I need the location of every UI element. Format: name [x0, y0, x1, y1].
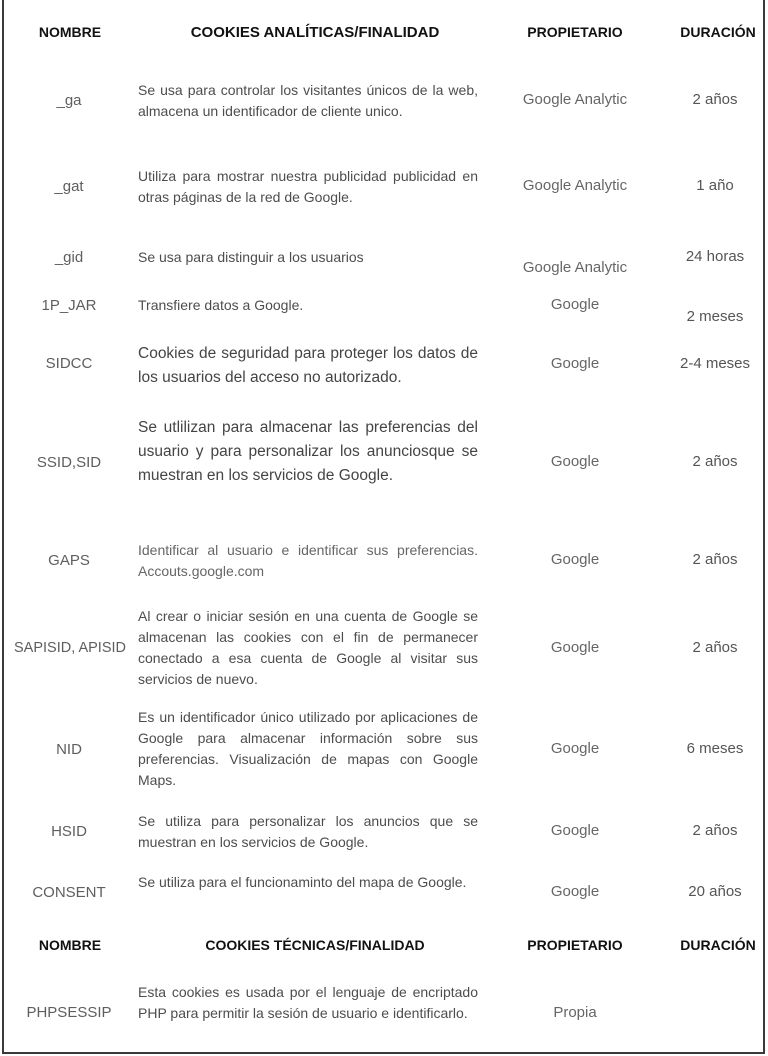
header-finalidad-tecnicas: COOKIES TÉCNICAS/FINALIDAD	[205, 937, 425, 953]
cookie-owner: Google	[550, 296, 600, 313]
cookie-duration: 6 meses	[686, 740, 744, 757]
cookie-name: PHPSESSIP	[26, 1004, 112, 1021]
cookie-duration: 2 años	[692, 91, 738, 108]
header-nombre-tecnicas: NOMBRE	[38, 937, 102, 953]
cookie-duration: 2-4 meses	[679, 355, 751, 372]
cookie-name: HSID	[51, 823, 87, 840]
cookie-duration: 2 años	[692, 639, 738, 656]
cookie-purpose: Se utiliza para el funcionaminto del mapa de Google.	[138, 874, 467, 890]
cookie-duration: 20 años	[688, 883, 742, 900]
cookie-purpose: Se usa para controlar los visitantes únicos de la web, almacena un identificador de cliente unico.	[138, 82, 478, 119]
cookie-owner: Google	[550, 453, 600, 470]
cookie-duration: 2 años	[692, 453, 738, 470]
cookie-name: GAPS	[48, 552, 90, 569]
cookie-name: SIDCC	[45, 355, 93, 372]
cookie-name: _ga	[56, 92, 82, 109]
cookie-owner: Google Analytic	[522, 259, 628, 276]
cookie-purpose: Es un identificador único utilizado por aplicaciones de Google para almacenar información sobre sus preferencias. Visualización de mapas con Google Maps.	[138, 709, 478, 788]
cookie-owner: Propia	[553, 1004, 597, 1021]
cookie-name: _gid	[54, 249, 84, 266]
cookie-name: _gat	[54, 178, 84, 195]
header-finalidad: COOKIES ANALÍTICAS/FINALIDAD	[190, 24, 440, 41]
cookie-name: NID	[56, 741, 82, 758]
cookie-duration: 24 horas	[685, 248, 745, 265]
header-duracion: DURACIÓN	[680, 24, 756, 40]
cookie-duration: 2 años	[692, 551, 738, 568]
cookie-purpose: Esta cookies es usada por el lenguaje de encriptado PHP para permitir la sesión de usuario e identificarlo.	[138, 984, 478, 1021]
cookie-name: SSID,SID	[36, 454, 102, 471]
cookie-purpose: Al crear o iniciar sesión en una cuenta de Google se almacenan las cookies con el fin de permanecer conectado a esa cuenta de Google al visitar sus servicios de nuevo.	[138, 608, 478, 687]
cookie-purpose: Identificar al usuario e identificar sus preferencias. Accouts.google.com	[138, 542, 478, 579]
cookie-name: CONSENT	[32, 884, 106, 901]
cookie-purpose: Cookies de seguridad para proteger los datos de los usuarios del acceso no autorizado.	[138, 345, 478, 386]
cookie-purpose: Se utiliza para personalizar los anuncios que se muestran en los servicios de Google.	[138, 813, 478, 850]
cookie-owner: Google	[550, 883, 600, 900]
cookie-owner: Google	[550, 740, 600, 757]
cookie-owner: Google	[550, 355, 600, 372]
cookie-owner: Google Analytic	[522, 177, 628, 194]
cookie-name: SAPISID, APISID	[13, 640, 126, 656]
header-propietario-tecnicas: PROPIETARIO	[527, 937, 623, 953]
cookie-duration: 2 meses	[686, 308, 744, 325]
cookie-purpose: Transfiere datos a Google.	[138, 297, 304, 313]
cookie-owner: Google	[550, 822, 600, 839]
cookie-purpose: Utiliza para mostrar nuestra publicidad publicidad en otras páginas de la red de Google.	[138, 168, 478, 205]
cookie-duration: 2 años	[692, 822, 738, 839]
cookie-purpose: Se utlilizan para almacenar las preferencias del usuario y para personalizar los anunciosque se muestran en los servicios de Google.	[138, 419, 478, 484]
cookie-purpose: Se usa para distinguir a los usuarios	[138, 249, 364, 265]
cookie-duration: 1 año	[696, 177, 734, 194]
header-nombre: NOMBRE	[38, 24, 102, 40]
header-duracion-tecnicas: DURACIÓN	[680, 937, 756, 953]
header-propietario: PROPIETARIO	[527, 24, 623, 40]
cookie-owner: Google	[550, 639, 600, 656]
cookie-name: 1P_JAR	[41, 297, 97, 314]
cookie-owner: Google	[550, 551, 600, 568]
cookie-owner: Google Analytic	[522, 91, 628, 108]
